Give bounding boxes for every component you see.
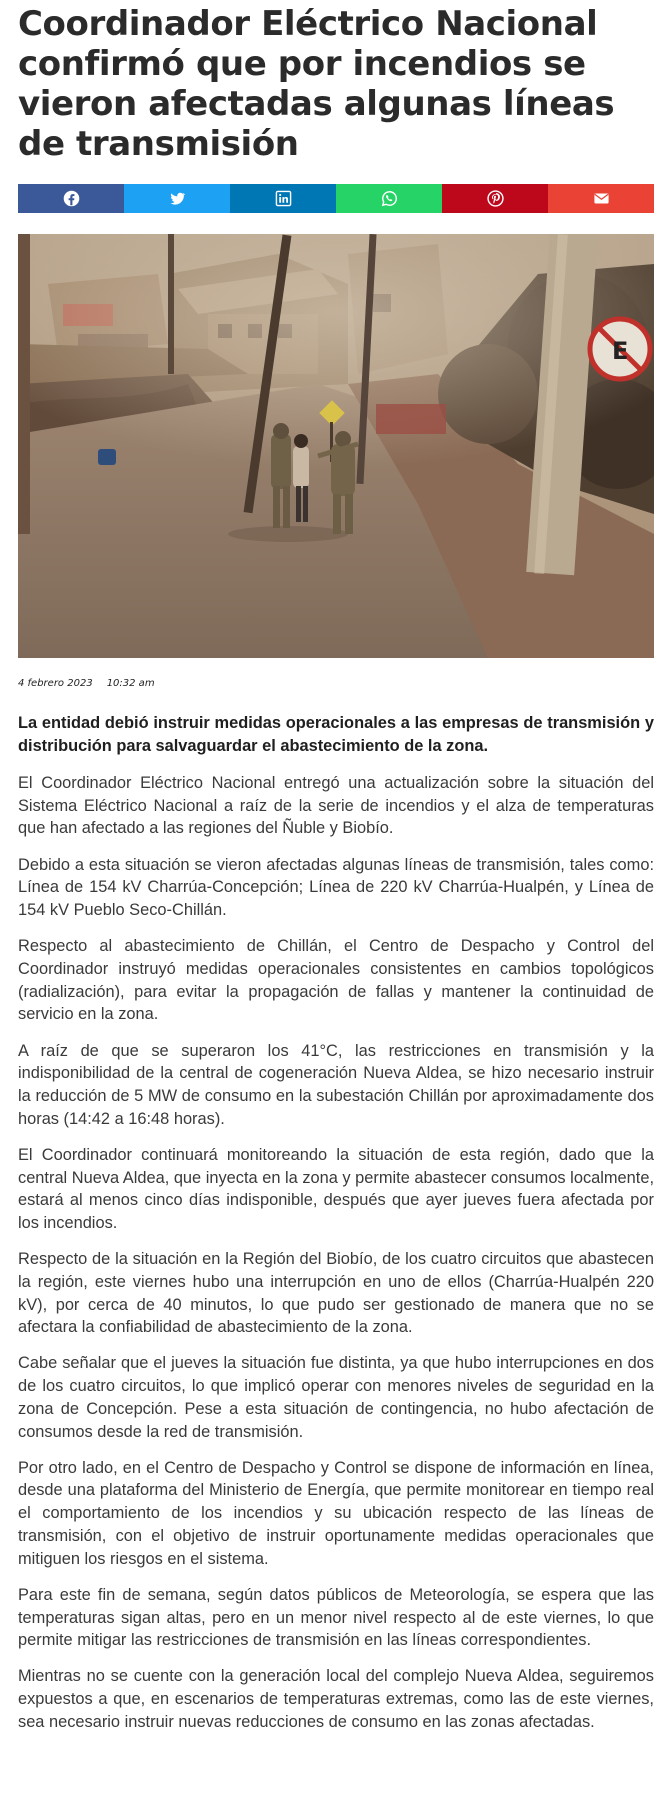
pinterest-icon — [487, 190, 504, 207]
article-paragraph: Cabe señalar que el jueves la situación fue distinta, ya que hubo interrupciones en dos de los cuatro circuitos, lo que implicó operar con menores niveles de seguridad en la zona de Concepción. Pese a esta situación de contingencia, no hubo afectación de consumos desde la red de transmisión. — [18, 1354, 654, 1441]
share-twitter-button[interactable] — [124, 184, 230, 213]
share-linkedin-button[interactable] — [230, 184, 336, 213]
article-paragraph: Debido a esta situación se vieron afectadas algunas líneas de transmisión, tales como: Línea de 154 kV Charrúa-Concepción; Línea de 220 kV Charrúa-Hualpén, y Línea de 154 kV Pueblo Seco-Chillán. — [18, 855, 654, 920]
share-bar — [18, 184, 654, 213]
facebook-icon — [63, 190, 80, 207]
article-title: Coordinador Eléctrico Nacional confirmó que por incendios se vieron afectadas algunas líneas de transmisión — [18, 4, 615, 164]
whatsapp-icon — [381, 190, 398, 207]
article-paragraph: El Coordinador continuará monitoreando la situación de esta región, dado que la central Nueva Aldea, que inyecta en la zona y permite abastecer consumos localmente, estará al menos cinco días indisponible, después que ayer jueves fuera afectada por los incendios. — [18, 1145, 654, 1232]
article-paragraph: Para este fin de semana, según datos públicos de Meteorología, se espera que las temperaturas sigan altas, pero en un menor nivel respecto al de este viernes, lo que permite mitigar las restricciones de transmisión en las líneas correspondientes. — [18, 1585, 654, 1650]
share-email-button[interactable] — [548, 184, 654, 213]
linkedin-icon — [275, 190, 292, 207]
article-body — [18, 772, 654, 1747]
twitter-icon — [169, 190, 186, 207]
article-photo — [18, 234, 654, 658]
article-paragraph: Por otro lado, en el Centro de Despacho y Control se dispone de información en línea, desde una plataforma del Ministerio de Energía, que permite monitorear en tiempo real el comportamiento de los incendios y su ubicación respecto de las líneas de transmisión, con el objetivo de instruir oportunamente medidas operacionales que mitiguen los riesgos en el sistema. — [18, 1458, 654, 1568]
article-lead: La entidad debió instruir medidas operacionales a las empresas de transmisión y distribución para salvaguardar el abastecimiento de la zona. — [18, 714, 654, 755]
article-paragraph: Respecto al abastecimiento de Chillán, el Centro de Despacho y Control del Coordinador instruyó medidas operacionales consistentes en cambios topológicos (radialización), para evitar la propagación de fallas y mantener la continuidad de servicio en la zona. — [18, 937, 654, 1024]
article-paragraph: El Coordinador Eléctrico Nacional entregó una actualización sobre la situación del Sistema Eléctrico Nacional a raíz de la serie de incendios y el alza de temperaturas que han afectado a las regiones del Ñuble y Biobío. — [18, 774, 654, 838]
share-pinterest-button[interactable] — [442, 184, 548, 213]
share-facebook-button[interactable] — [18, 184, 124, 213]
email-icon — [593, 190, 610, 207]
share-whatsapp-button[interactable] — [336, 184, 442, 213]
article-time: 10:32 am — [106, 678, 155, 689]
article-paragraph: A raíz de que se superaron los 41°C, las restricciones en transmisión y la indisponibilidad de la central de cogeneración Nueva Aldea, se hizo necesario instruir la reducción de 5 MW de consumo en la subestación Chillán por aproximadamente dos horas (14:42 a 16:48 horas). — [18, 1041, 654, 1128]
svg-text:E: E — [612, 337, 629, 365]
article-paragraph: Respecto de la situación en la Región del Biobío, de los cuatro circuitos que abastecen la región, este viernes hubo una interrupción en uno de ellos (Charrúa-Hualpén 220 kV), por cerca de 40 minutos, lo que pudo ser gestionado de manera que no se afectara la confiabilidad de abastecimiento de la zona. — [18, 1250, 654, 1337]
article-paragraph: Mientras no se cuente con la generación local del complejo Nueva Aldea, seguiremos expuestos a que, en escenarios de temperaturas extremas, como las de este viernes, sea necesario instruir nuevas reducciones de consumo en las zonas afectadas. — [18, 1667, 654, 1731]
article-date: 4 febrero 2023 — [18, 678, 93, 689]
article-meta — [18, 678, 155, 689]
